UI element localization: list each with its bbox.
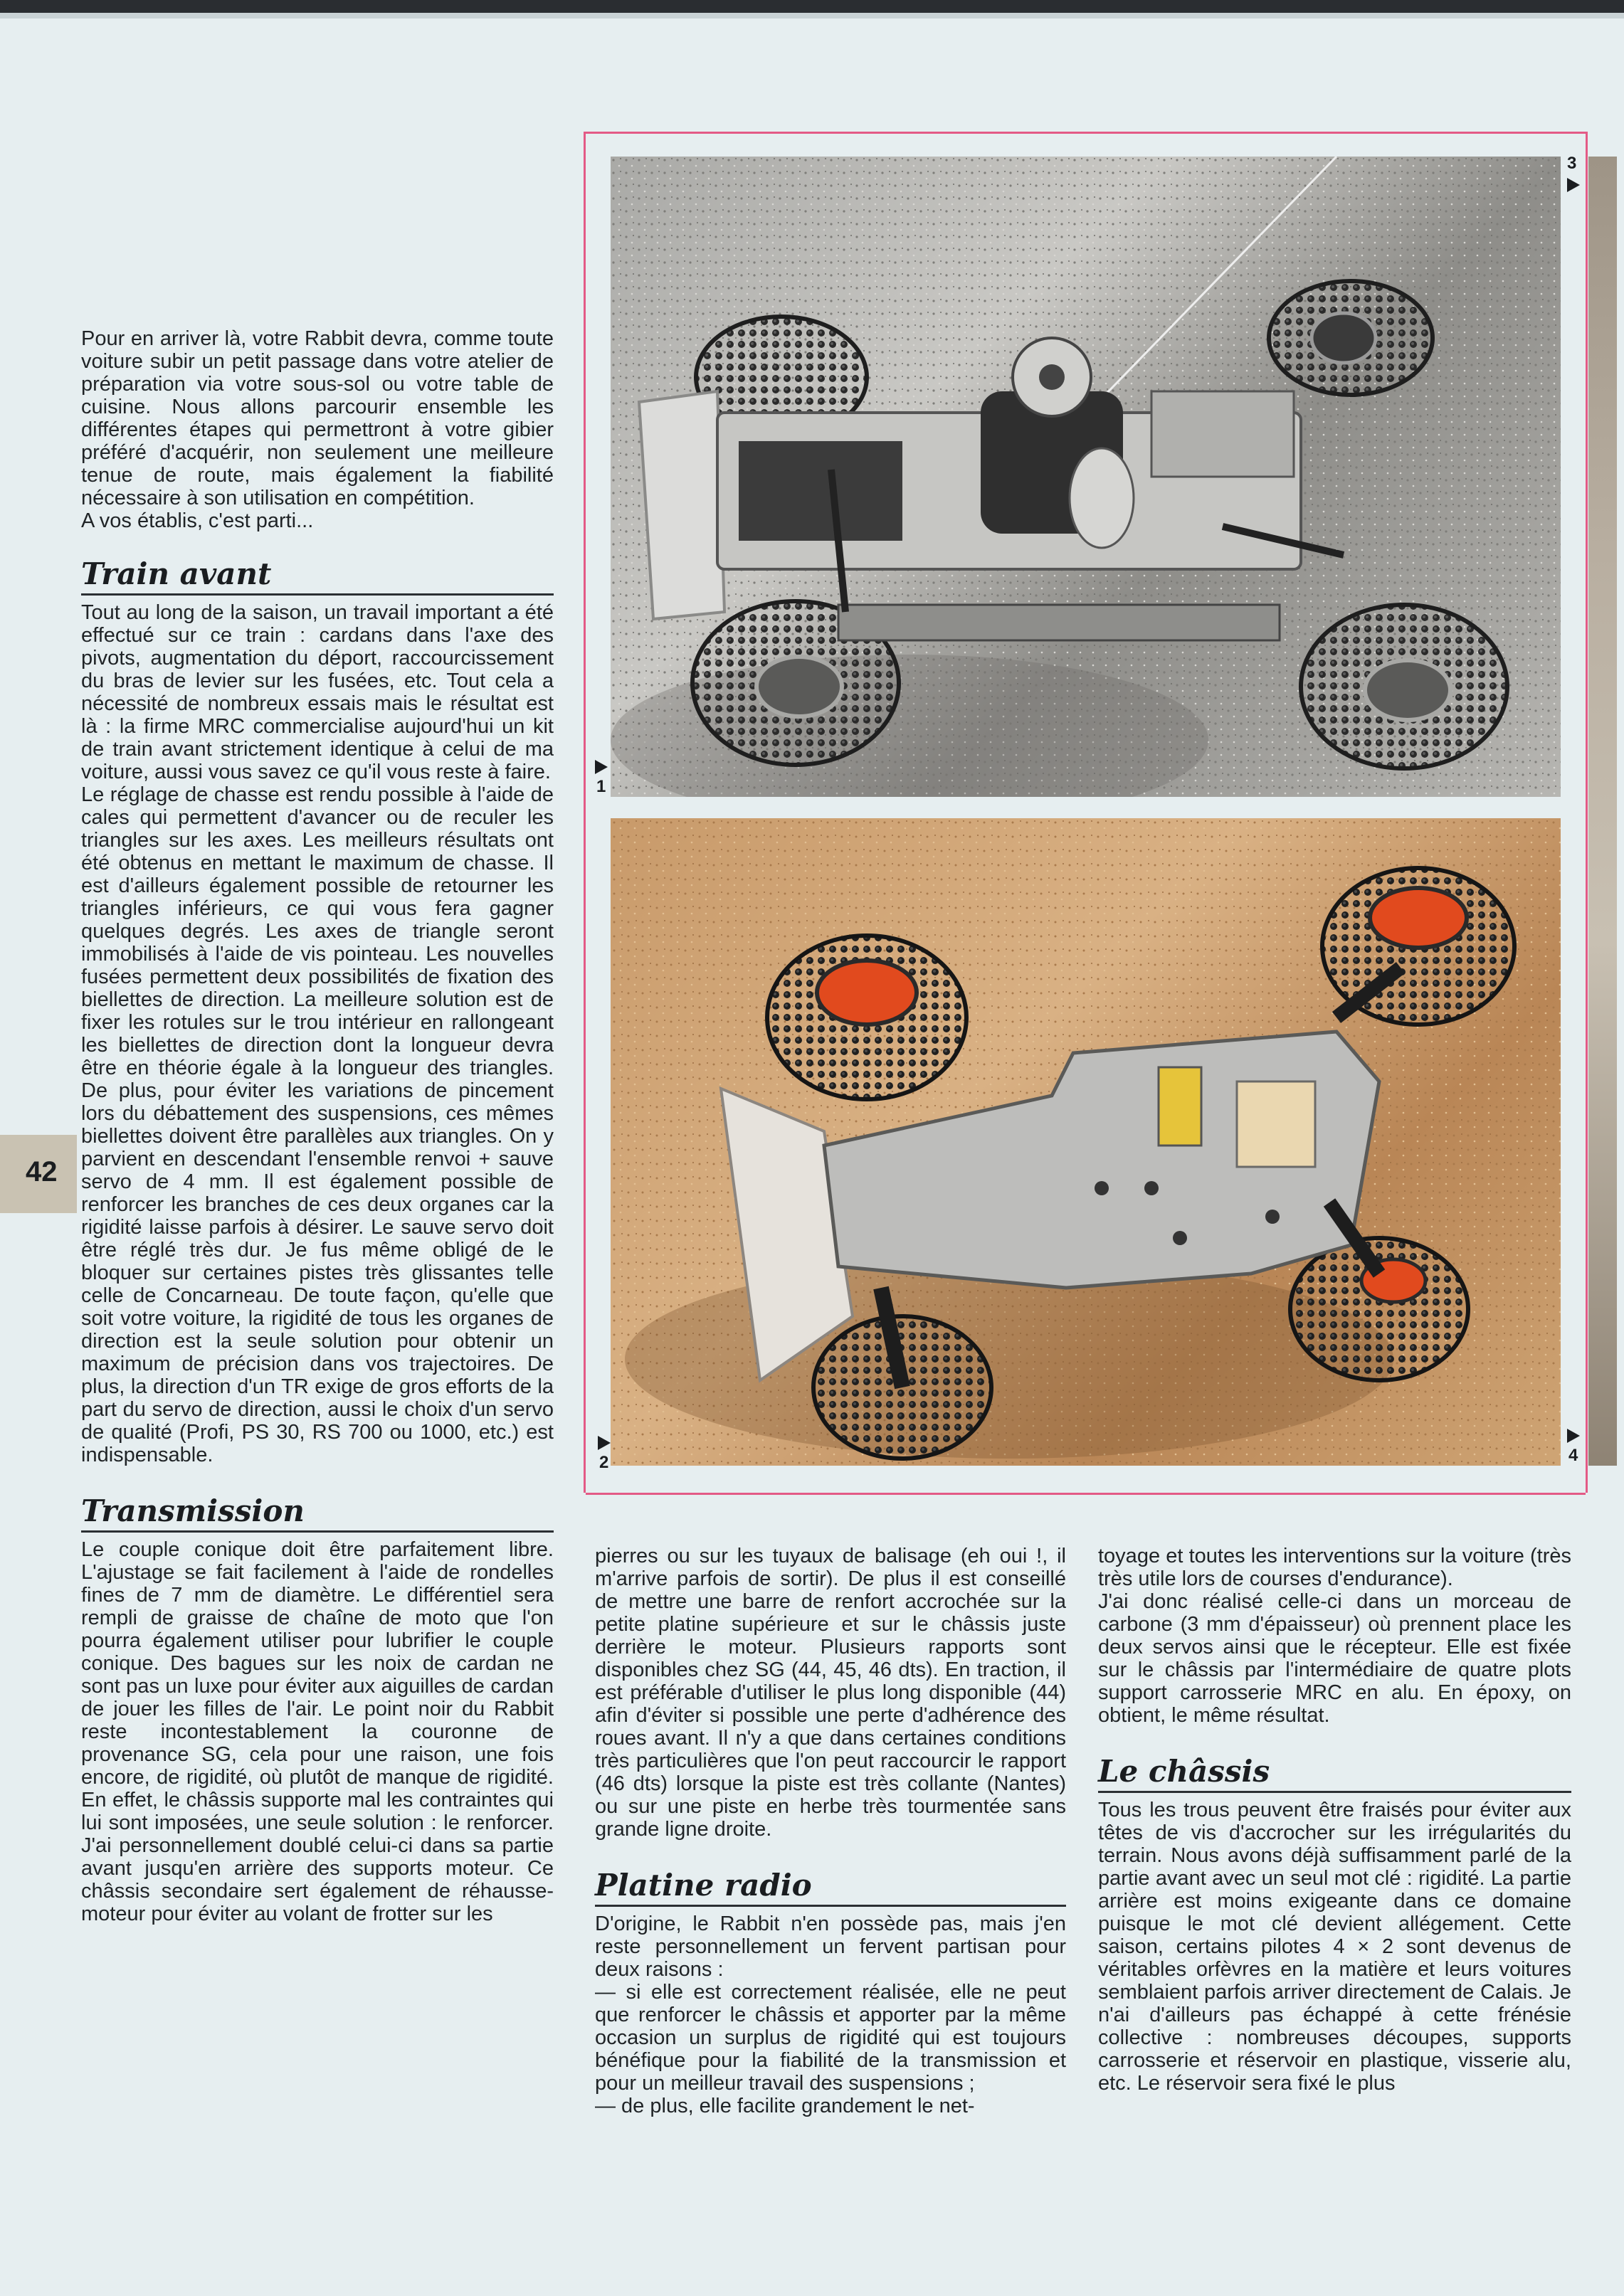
figure-number-3: 3 — [1567, 154, 1577, 173]
page-top-edge — [0, 0, 1624, 13]
photo-buggy-top-view — [611, 157, 1561, 797]
figure-number-1: 1 — [596, 777, 606, 796]
figure-marker-1 — [595, 760, 608, 774]
photo-frame-rule — [586, 1493, 1586, 1495]
text-column-3 — [1098, 1545, 1571, 2095]
page-top-band — [0, 13, 1624, 18]
photo-buggy-chassis-underside — [611, 818, 1561, 1466]
transmission-paragraph: Le couple conique doit être parfaitement libre. L'ajustage se fait facilement à l'aide de rondelles fines de 7 mm de diamètre. Le différentiel sera rempli de graisse de chaîne de moto que l'on pourra également utiliser pour lubrifier le couple conique. Des bagues sur les noix de cardan ne sont pas un luxe pour éviter aux aiguilles de cardan de jouer les filles de l'air. Le point noir du Rabbit reste incontestablement la couronne de provenance SG, cela pour une raison, une fois encore, de rigidité, où plutôt de manque de rigidité. En effet, le châssis supporte mal les contraintes qui lui sont imposées, une seule solution : le renforcer. J'ai personnellement doublé celui-ci dans sa partie avant jusqu'en arrière des supports moteur. Ce châssis secondaire sert également de réhausse-moteur pour éviter au volant de frotter sur les — [81, 1538, 554, 1925]
section-heading-le-chassis: Le châssis — [1098, 1754, 1571, 1793]
train-avant-paragraph-1: Tout au long de la saison, un travail important a été effectué sur ce train : cardans dans l'axe des pivots, augmentation du déport, raccourcissement du bras de levier sur les fusées, etc. Tout cela a nécessité de nombreux essais mais le résultat est là : la firme MRC commercialise aujourd'hui un kit de train avant strictement identique à celui de ma voiture, aussi vous savez ce qu'il vous reste à faire. — [81, 601, 554, 783]
transmission-continued-paragraph: pierres ou sur les tuyaux de balisage (eh oui !, il m'arrive parfois de sortir). De plus il est conseillé de mettre une barre de renfort accrochée sur la petite platine supérieure et sur le châssis juste derrière le moteur. Plusieurs rapports sont disponibles chez SG (44, 45, 46 dts). En traction, il est préférable d'utiliser le plus long disponible (44) afin d'éviter si possible une perte d'adhérence des roues avant. Il n'y a que dans certaines conditions très particulières que l'on peut raccourcir le rapport (46 dts) lorsque la piste est très collante (Nantes) ou sur une piste en herbe très tourmentée sans grande ligne droite. — [595, 1545, 1066, 1841]
text-column-1 — [81, 327, 554, 1925]
platine-radio-paragraph-4: J'ai donc réalisé celle-ci dans un morceau de carbone (3 mm d'épaisseur) où prennent place les deux servos ainsi que le récepteur. Elle est fixée sur le châssis par l'intermédiaire de quatre plots support carrosserie MRC en alu. En époxy, on obtient, le même résultat. — [1098, 1590, 1571, 1727]
figure-number-2: 2 — [599, 1453, 609, 1472]
figure-number-4: 4 — [1568, 1446, 1578, 1465]
section-heading-train-avant: Train avant — [81, 556, 554, 596]
train-avant-paragraph-2: Le réglage de chasse est rendu possible à l'aide de cales qui permettent d'avancer ou de reculer les triangles sur les axes. Les meilleurs résultats ont été obtenus en mettant le maximum de chasse. Il est d'ailleurs également possible de retourner les triangles inférieurs, ce qui vous fera gagner quelques degrés. Les axes de triangle seront immobilisés à l'aide de vis pointeau. Les nouvelles fusées permettent deux possibilités de fixation des biellettes de direction. La meilleure solution est de fixer les rotules sur le trou intérieur en rallongeant les biellettes de direction dont la longueur devra être en théorie égale à la longueur des triangles. De plus, pour éviter les variations de pincement lors du débattement des suspensions, ces mêmes biellettes doivent être parallèles aux triangles. On y parvient en descendant l'ensemble renvoi + sauve servo de 4 mm. Il est également possible de renforcer les branches de ces deux organes car la rigidité laisse parfois à désirer. Le sauve servo doit être réglé très dur. Je fus même obligé de le bloquer sur certaines pistes très glissantes telle celle de Concarneau. De toute façon, qu'elle que soit votre voiture, la rigidité de tous les organes de direction est la seule solution pour obtenir un maximum de précision dans vos trajectoires. De plus, la direction d'un TR exige de gros efforts de la part du servo de direction, aussi le choix d'un servo de qualité (Profi, PS 30, RS 700 ou 1000, etc.) est indispensable. — [81, 783, 554, 1466]
adjacent-page-edge — [1588, 157, 1617, 1466]
figure-marker-4 — [1567, 1429, 1580, 1443]
le-chassis-paragraph: Tous les trous peuvent être fraisés pour éviter aux têtes de vis d'accrocher sur les irrégularités du terrain. Nous avons déjà suffisamment parlé de la partie avant avec un seul mot clé : rigidité. La partie arrière est moins exigeante dans ce domaine puisque le mot clé devient allégement. Cette saison, certains pilotes 4 × 2 sont devenus de véritables orfèvres en la matière et leurs voitures semblaient parfois arriver directement de Calais. Je n'ai d'ailleurs pas échappé à cette frénésie collective : nombreuses découpes, supports carrosserie et réservoir en plastique, visserie alu, etc. Le réservoir sera fixé le plus — [1098, 1799, 1571, 2095]
photo-buggy-top-view-illustration — [611, 157, 1561, 797]
photo-buggy-chassis-illustration — [611, 818, 1561, 1466]
section-heading-transmission: Transmission — [81, 1493, 554, 1533]
platine-radio-paragraph-2: — si elle est correctement réalisée, elle ne peut que renforcer le châssis et apporter par la même occasion un surplus de rigidité qui est toujours bénéfique pour la fiabilité de la transmission et pour un meilleur travail des suspensions ; — [595, 1981, 1066, 2095]
platine-radio-paragraph-1: D'origine, le Rabbit n'en possède pas, mais j'en reste personnellement un fervent partisan pour deux raisons : — [595, 1913, 1066, 1981]
text-column-2 — [595, 1545, 1066, 2117]
platine-radio-continued-paragraph: toyage et toutes les interventions sur la voiture (très très utile lors de courses d'endurance). — [1098, 1545, 1571, 1590]
intro-closing-line: A vos établis, c'est parti... — [81, 509, 314, 532]
page-number: 42 — [26, 1156, 58, 1187]
platine-radio-paragraph-3: — de plus, elle facilite grandement le net- — [595, 2095, 975, 2117]
section-heading-platine-radio: Platine radio — [595, 1868, 1066, 1907]
intro-paragraph: Pour en arriver là, votre Rabbit devra, comme toute voiture subir un petit passage dans votre atelier de préparation via votre sous-sol ou votre table de cuisine. Nous allons parcourir ensemble les différentes étapes qui permettront à votre gibier préféré d'acquérir, non seulement une meilleure tenue de route, mais également la fiabilité nécessaire à son utilisation en compétition. — [81, 327, 554, 509]
figure-marker-2 — [598, 1436, 611, 1450]
figure-marker-3 — [1567, 178, 1580, 192]
